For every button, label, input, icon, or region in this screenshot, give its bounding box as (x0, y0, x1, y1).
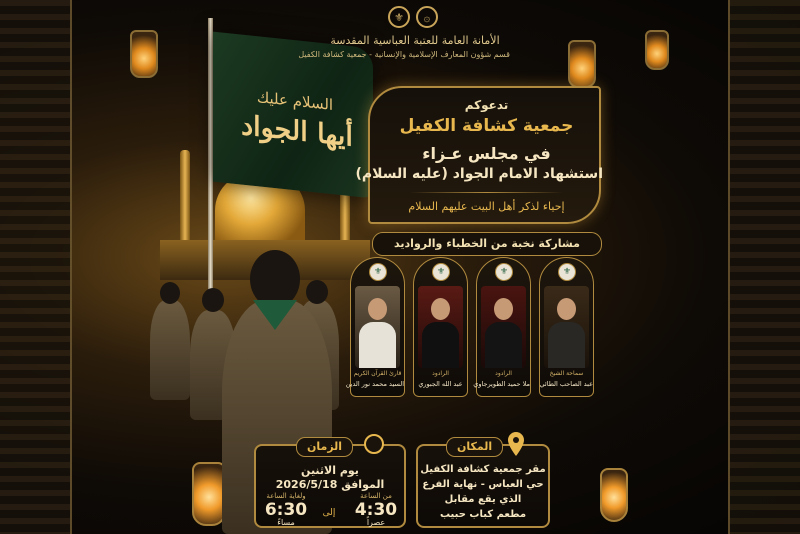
scout-fleur-icon: ⚜ (388, 6, 410, 28)
speaker-photo (481, 286, 526, 368)
left-ornamental-frame (0, 0, 72, 534)
to-label: ولغاية الساعة (266, 492, 306, 500)
place-line-2: حي العباس - نهاية الفرع (422, 479, 544, 490)
speaker-card (539, 257, 594, 397)
right-ornamental-frame (728, 0, 800, 534)
hanging-lantern-icon (645, 30, 669, 70)
place-line-3: الذي يقع مقابل (444, 494, 522, 505)
speaker-name: عبد الله الجبوري (418, 380, 463, 388)
speaker-title: الرادود (495, 370, 512, 377)
floor-lantern-icon (192, 462, 226, 526)
speaker-name: السيد محمد نور الدين (345, 380, 404, 388)
location-pin-icon (508, 432, 524, 456)
place-box (416, 440, 550, 528)
place-line-4: مطعم كباب حبيب (439, 509, 527, 520)
flag-text-line-1: السلام عليك (256, 87, 334, 115)
speakers-title: مشاركة نخبة من الخطباء والرواديد (372, 232, 602, 256)
org-header-line-2: قسم شؤون المعارف الإسلامية والإنسانية - جمعية كشافة الكفيل (298, 50, 510, 59)
time-label: الزمان (296, 437, 353, 457)
speaker-robe (548, 322, 585, 368)
scout-fleur-icon: ⚜ (558, 263, 576, 281)
place-line-1: مقر جمعية كشافة الكفيل (420, 464, 546, 475)
speaker-robe (485, 322, 522, 368)
to-time: 6:30 (264, 500, 308, 520)
clock-icon (364, 434, 384, 454)
speaker-name: عبد الصاحب الطائي (539, 380, 593, 388)
motto-text: إحياء لذكر أهل البيت عليهم السلام (408, 200, 565, 213)
event-name: في مجلس عـزاء (422, 144, 551, 163)
speaker-robe (422, 322, 459, 368)
speaker-photo (355, 286, 400, 368)
speaker-robe (359, 322, 396, 368)
from-period: عصراً (366, 518, 386, 527)
invitation-panel (355, 86, 603, 224)
occasion-text: استشهاد الامام الجواد (عليه السلام) (355, 166, 603, 182)
to-period: مساءً (277, 518, 295, 527)
org-header-line-1: الأمانة العامة للعتبة العباسية المقدسة (330, 34, 500, 47)
flag-text-line-2: أيها الجواد (241, 110, 353, 153)
speaker-title: الرادود (432, 370, 449, 377)
speaker-photo (544, 286, 589, 368)
speaker-card (345, 257, 405, 397)
speaker-title: قارئ القرآن الكريم (353, 370, 402, 377)
speaker-card (473, 257, 531, 397)
event-day: يوم الاثنين (301, 464, 359, 477)
from-time: 4:30 (354, 500, 398, 520)
speaker-photo (418, 286, 463, 368)
to-word: إلى (322, 508, 336, 518)
hanging-lantern-icon (130, 30, 158, 78)
invites-text: تدعوكم (464, 98, 509, 112)
speaker-name: ملا حميد الطويرجاوي (473, 380, 530, 388)
org-name: جمعية كشافة الكفيل (399, 116, 574, 136)
scout-scarf (253, 300, 297, 330)
floor-lantern-icon (600, 468, 628, 522)
hanging-lantern-icon (568, 40, 596, 88)
from-label: من الساعة (360, 492, 392, 500)
scout-fleur-icon: ⚜ (432, 263, 450, 281)
time-box (254, 440, 406, 528)
speaker-card (413, 257, 468, 397)
place-label: المكان (446, 437, 503, 457)
scout-fleur-icon: ⚜ (369, 263, 387, 281)
event-date: الموافق 2026/5/18 (275, 478, 385, 491)
scout-fleur-icon: ⚜ (495, 263, 513, 281)
header-logos (368, 6, 458, 30)
divider (410, 192, 563, 193)
speaker-title: سماحة الشيخ (549, 370, 584, 377)
shrine-emblem-icon: ۞ (416, 6, 438, 28)
